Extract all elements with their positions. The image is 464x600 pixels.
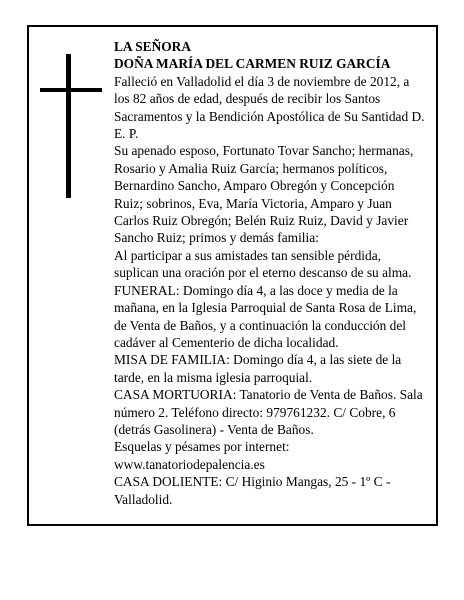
funeral-details: FUNERAL: Domingo día 4, a las doce y media de la mañana, en la Iglesia Parroquial de Santa Rosa de Lima, de Venta de Baños, y a continuación la conducción del cadáver al Cementerio de dicha localidad. — [114, 282, 417, 350]
mortuary-details: CASA MORTUORIA: Tanatorio de Venta de Baños. Sala número 2. Teléfono directo: 979761232. C/ Cobre, 6 (detrás Gasolinera) - Venta de Baños. — [114, 387, 423, 437]
condolences-website: Esquelas y pésames por internet: www.tanatoriodepalencia.es — [114, 439, 290, 472]
mourning-home-address: CASA DOLIENTE: C/ Higinio Mangas, 25 - 1º C - Valladolid. — [114, 474, 391, 507]
prayer-request: Al participar a sus amistades tan sensible pérdida, suplican una oración por el eterno descanso de su alma. — [114, 247, 412, 281]
death-announcement: Falleció en Valladolid el día 3 de noviembre de 2012, a los 82 años de edad, después de recibir los Santos Sacramentos y la Bendición Apostólica de Su Santidad D. E. P. — [114, 73, 425, 142]
cross-vertical-bar — [66, 54, 71, 198]
family-mass-details: MISA DE FAMILIA: Domingo día 4, a las siete de la tarde, en la misma iglesia parroquial. — [114, 352, 402, 385]
notice-heading: LA SEÑORA — [114, 39, 192, 54]
notice-text — [114, 38, 426, 508]
cross-horizontal-bar — [40, 88, 102, 92]
deceased-name: DOÑA MARÍA DEL CARMEN RUIZ GARCÍA — [114, 56, 391, 72]
cross-icon — [40, 54, 102, 198]
family-list: Su apenado esposo, Fortunato Tovar Sancho; hermanas, Rosario y Amalia Ruiz García; hermanos políticos, Bernardino Sancho, Amparo Obregón y Concepción Ruiz; sobrinos, Eva, María Victoria, Amparo y Juan Carlos Ruiz Obregón; Belén Ruiz Ruiz, David y Javier Sancho Ruiz; primos y demás familia: — [114, 143, 414, 246]
